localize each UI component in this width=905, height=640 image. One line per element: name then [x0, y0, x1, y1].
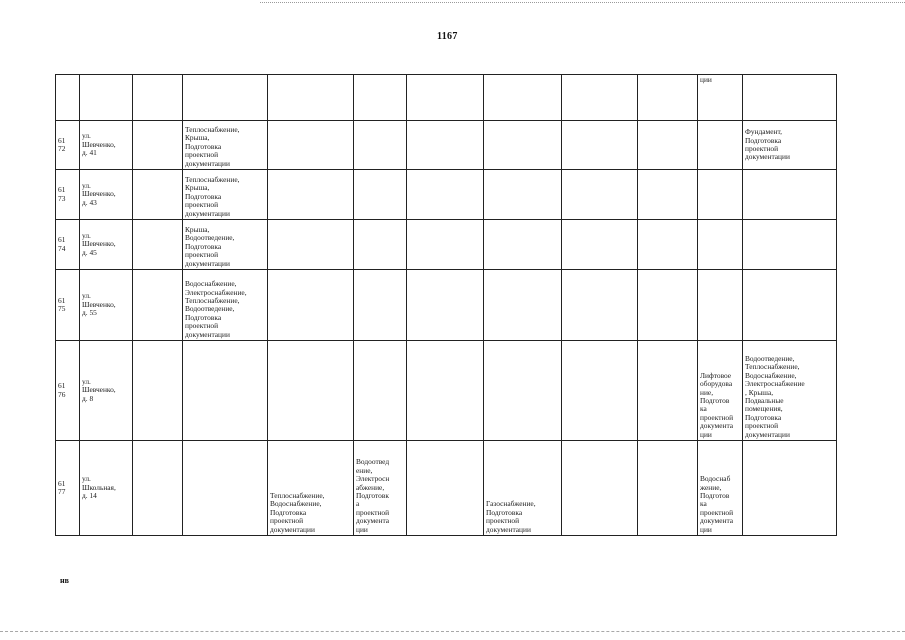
cell	[484, 121, 562, 170]
cell-work-list	[698, 341, 743, 441]
cell	[133, 220, 183, 270]
cell	[638, 270, 698, 341]
address-text: ул. Шевченко, д. 55	[82, 291, 116, 318]
cell-work-list	[183, 270, 268, 341]
cell-address	[80, 75, 133, 121]
cell-work-list	[183, 170, 268, 220]
cell	[638, 170, 698, 220]
table-row	[56, 441, 837, 536]
table-row	[56, 220, 837, 270]
cell	[133, 121, 183, 170]
cell-num	[56, 441, 80, 536]
cell	[354, 121, 407, 170]
cell	[562, 220, 638, 270]
address-text: ул. Шевченко, д. 45	[82, 230, 116, 257]
cell	[698, 121, 743, 170]
row-number: 61 77	[58, 478, 66, 496]
cell-num	[56, 220, 80, 270]
table-row	[56, 270, 837, 341]
cell	[407, 170, 484, 220]
cell-work-list	[354, 441, 407, 536]
cell	[562, 121, 638, 170]
cell	[638, 75, 698, 121]
cell-work-list	[183, 121, 268, 170]
address-text: ул. Шевченко, д. 8	[82, 376, 116, 403]
work-list-text: Лифтовое оборудова ние, Подготов ка проектной документа ции	[700, 370, 734, 439]
work-list-text: Фундамент, Подготовка проектной документации	[745, 127, 790, 162]
table-row	[56, 170, 837, 220]
cell	[743, 170, 837, 220]
cell-work-list	[743, 341, 837, 441]
cell	[562, 170, 638, 220]
cell	[183, 341, 268, 441]
cell	[562, 75, 638, 121]
cell	[133, 270, 183, 341]
work-list-text: Теплоснабжение, Крыша, Подготовка проектной документации	[185, 174, 240, 218]
cell-num	[56, 75, 80, 121]
cell	[268, 121, 354, 170]
cell-num	[56, 341, 80, 441]
cell	[698, 220, 743, 270]
work-list-text: Водоснабжение, Электроснабжение, Теплоснабжение, Водоотведение, Подготовка проектной документации	[185, 279, 247, 339]
cell	[638, 121, 698, 170]
work-list-text: Водоотвед ение, Электросн абжение, Подготовк а проектной документа ции	[356, 457, 390, 534]
cell	[562, 341, 638, 441]
cell	[354, 75, 407, 121]
cell	[407, 75, 484, 121]
work-list-text: Газоснабжение, Подготовка проектной документации	[486, 499, 536, 534]
work-list-text: Водоснаб жение, Подготов ка проектной документа ции	[700, 474, 734, 534]
cell	[698, 270, 743, 341]
cell-num	[56, 121, 80, 170]
cell-address	[80, 341, 133, 441]
cell	[268, 270, 354, 341]
scan-bottom-edge	[0, 631, 905, 632]
cell	[484, 341, 562, 441]
cell-num	[56, 170, 80, 220]
cell	[743, 270, 837, 341]
row-number: 61 73	[58, 185, 66, 203]
cell	[407, 220, 484, 270]
cell	[562, 270, 638, 341]
cell	[268, 75, 354, 121]
cell-work-list	[698, 441, 743, 536]
cell	[268, 341, 354, 441]
cell	[484, 170, 562, 220]
cell	[354, 220, 407, 270]
cell-address	[80, 441, 133, 536]
cell	[562, 441, 638, 536]
cell	[183, 441, 268, 536]
cell	[743, 441, 837, 536]
work-list-text: Крыша, Водоотведение, Подготовка проектной документации	[185, 224, 235, 268]
table-row	[56, 341, 837, 441]
cell	[743, 220, 837, 270]
cell-address	[80, 121, 133, 170]
cell-address	[80, 170, 133, 220]
cell-work-list	[183, 220, 268, 270]
cell	[638, 341, 698, 441]
work-list-text: Водоотведение, Теплоснабжение, Водоснабжение, Электроснабжение , Крыша, Подвальные помещения, Подготовка проектной документации	[745, 353, 805, 439]
address-text: ул. Шевченко, д. 43	[82, 180, 116, 207]
cell	[407, 441, 484, 536]
cell-address	[80, 220, 133, 270]
cell	[133, 441, 183, 536]
page-number: 1167	[437, 31, 458, 42]
cell	[133, 75, 183, 121]
cell	[133, 170, 183, 220]
table-row	[56, 121, 837, 170]
cell	[638, 441, 698, 536]
cell-address	[80, 270, 133, 341]
scan-top-edge	[260, 2, 905, 3]
cell-work-list	[698, 75, 743, 121]
cell-work-list	[484, 441, 562, 536]
cell-work-list	[743, 121, 837, 170]
row-number: 61 75	[58, 295, 66, 313]
row-number: 61 74	[58, 235, 66, 253]
footer-mark: нв	[60, 576, 69, 585]
row-number: 61 72	[58, 135, 66, 153]
cell	[484, 75, 562, 121]
cell	[354, 170, 407, 220]
cell	[133, 341, 183, 441]
cell-text: ции	[700, 75, 712, 84]
table-row-continuation	[56, 75, 837, 121]
cell	[268, 170, 354, 220]
cell-work-list	[268, 441, 354, 536]
cell	[698, 170, 743, 220]
cell	[743, 75, 837, 121]
cell	[484, 220, 562, 270]
cell	[354, 341, 407, 441]
cell	[354, 270, 407, 341]
cell	[407, 341, 484, 441]
address-text: ул. Шевченко, д. 41	[82, 131, 116, 158]
address-text: ул. Школьная, д. 14	[82, 474, 116, 501]
cell	[484, 270, 562, 341]
row-number: 61 76	[58, 381, 66, 399]
cell	[268, 220, 354, 270]
repair-schedule-table	[55, 74, 837, 536]
cell-num	[56, 270, 80, 341]
work-list-text: Теплоснабжение, Крыша, Подготовка проектной документации	[185, 124, 240, 168]
cell	[183, 75, 268, 121]
cell	[407, 270, 484, 341]
cell	[638, 220, 698, 270]
work-list-text: Теплоснабжение, Водоснабжение, Подготовка проектной документации	[270, 490, 325, 534]
cell	[407, 121, 484, 170]
